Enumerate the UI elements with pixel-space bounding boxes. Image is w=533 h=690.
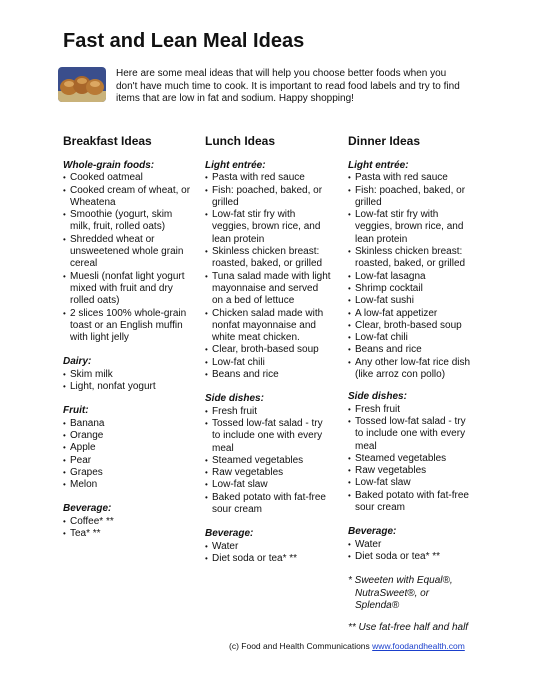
list-item: • Low-fat chili (348, 332, 474, 344)
list-item: • Low-fat slaw (205, 479, 331, 491)
list-item: • Tossed low-fat salad - try to include one with every meal (348, 416, 474, 453)
list-item: • Clear, broth-based soup (348, 320, 474, 332)
half-and-half-note: ** Use fat-free half and half (348, 622, 469, 634)
item-list (63, 172, 193, 344)
lunch-column (205, 134, 331, 565)
list-item: • Beans and rice (348, 344, 474, 356)
section-label: Side dishes: (348, 391, 407, 403)
item-list (63, 369, 193, 394)
breakfast-column (63, 134, 193, 540)
list-item: • Any other low-fat rice dish (like arroz con pollo) (348, 357, 474, 382)
food-photo (58, 67, 106, 102)
list-item: • Melon (63, 479, 193, 491)
section-label: Beverage: (63, 503, 112, 515)
dinner-heading: Dinner Ideas (348, 134, 421, 148)
list-item: • Pasta with red sauce (348, 172, 474, 184)
list-item: • Steamed vegetables (205, 455, 331, 467)
list-item: • Skinless chicken breast: roasted, baked, or grilled (348, 246, 474, 271)
list-item: • Skinless chicken breast: roasted, baked, or grilled (205, 246, 331, 271)
list-item: • Orange (63, 430, 193, 442)
list-item: • Banana (63, 418, 193, 430)
footer (229, 641, 465, 651)
list-item: • 2 slices 100% whole-grain toast or an English muffin with light jelly (63, 308, 193, 345)
item-list (205, 406, 331, 517)
list-item: • Muesli (nonfat light yogurt mixed with fruit and dry rolled oats) (63, 271, 193, 308)
list-item: • Light, nonfat yogurt (63, 381, 193, 393)
list-item: • Pasta with red sauce (205, 172, 331, 184)
list-item: • Diet soda or tea* ** (348, 551, 474, 563)
list-item: • Grapes (63, 467, 193, 479)
list-item: • Low-fat slaw (348, 477, 474, 489)
sweetener-note: * Sweeten with Equal®, (348, 575, 453, 587)
lunch-heading: Lunch Ideas (205, 134, 276, 148)
section-label: Beverage: (205, 528, 254, 540)
list-item: • Low-fat sushi (348, 295, 474, 307)
item-list (205, 172, 331, 381)
section-label: Light entrée: (348, 160, 409, 171)
section-label: Beverage: (348, 526, 397, 538)
breakfast-heading: Breakfast Ideas (63, 134, 152, 148)
list-item: • Fresh fruit (348, 404, 474, 416)
intro-text: Here are some meal ideas that will help you choose better foods when you don't have much time to cook. It is important to read food labels and try to find items that are low in fat and sodium. Happy shopping! (116, 68, 460, 105)
list-item: • Water (205, 541, 331, 553)
page-title: Fast and Lean Meal Ideas (63, 30, 305, 52)
list-item: • Diet soda or tea* ** (205, 553, 331, 565)
list-item: • Chicken salad made with nonfat mayonnaise and white meat chicken. (205, 308, 331, 345)
item-list (348, 172, 474, 381)
list-item: • Beans and rice (205, 369, 331, 381)
list-item: • Apple (63, 442, 193, 454)
item-list (205, 541, 331, 566)
list-item: • Shrimp cocktail (348, 283, 474, 295)
list-item: • Low-fat stir fry with veggies, brown rice, and lean protein (205, 209, 331, 246)
list-item: • Low-fat lasagna (348, 271, 474, 283)
list-item: • Low-fat stir fry with veggies, brown rice, and lean protein (348, 209, 474, 246)
list-item: • Cooked cream of wheat, or Wheatena (63, 185, 193, 210)
list-item: • Fish: poached, baked, or grilled (205, 185, 331, 210)
list-item: • Baked potato with fat-free sour cream (348, 490, 474, 515)
list-item: • Pear (63, 455, 193, 467)
list-item: • Tea* ** (63, 528, 193, 540)
section-label: Dairy: (63, 356, 92, 368)
list-item: • Steamed vegetables (348, 453, 474, 465)
copyright-text: (c) Food and Health Communications (229, 641, 370, 651)
list-item: • Baked potato with fat-free sour cream (205, 492, 331, 517)
section-label: Light entrée: (205, 160, 266, 171)
list-item: • Raw vegetables (205, 467, 331, 479)
list-item: • Cooked oatmeal (63, 172, 193, 184)
list-item: • Clear, broth-based soup (205, 344, 331, 356)
section-label: Whole-grain foods: (63, 160, 155, 171)
list-item: • Tossed low-fat salad - try to include one with every meal (205, 418, 331, 455)
section-label: Fruit: (63, 405, 89, 417)
website-link[interactable]: www.foodandhealth.com (372, 641, 465, 651)
item-list (348, 404, 474, 515)
list-item: • Fish: poached, baked, or grilled (348, 185, 474, 210)
section-label: Side dishes: (205, 393, 264, 405)
item-list (63, 516, 193, 541)
dinner-column (348, 134, 474, 634)
list-item: • Coffee* ** (63, 516, 193, 528)
list-item: • Low-fat chili (205, 357, 331, 369)
list-item: • Skim milk (63, 369, 193, 381)
list-item: • Tuna salad made with light mayonnaise and served on a bed of lettuce (205, 271, 331, 308)
list-item: • Fresh fruit (205, 406, 331, 418)
item-list (63, 418, 193, 492)
list-item: • A low-fat appetizer (348, 308, 474, 320)
list-item: • Smoothie (yogurt, skim milk, fruit, rolled oats) (63, 209, 193, 234)
list-item: • Shredded wheat or unsweetened whole grain cereal (63, 234, 193, 271)
list-item: • Water (348, 539, 474, 551)
item-list (348, 539, 474, 564)
sweetener-note-continued: NutraSweet®, or Splenda® (355, 587, 430, 611)
list-item: • Raw vegetables (348, 465, 474, 477)
